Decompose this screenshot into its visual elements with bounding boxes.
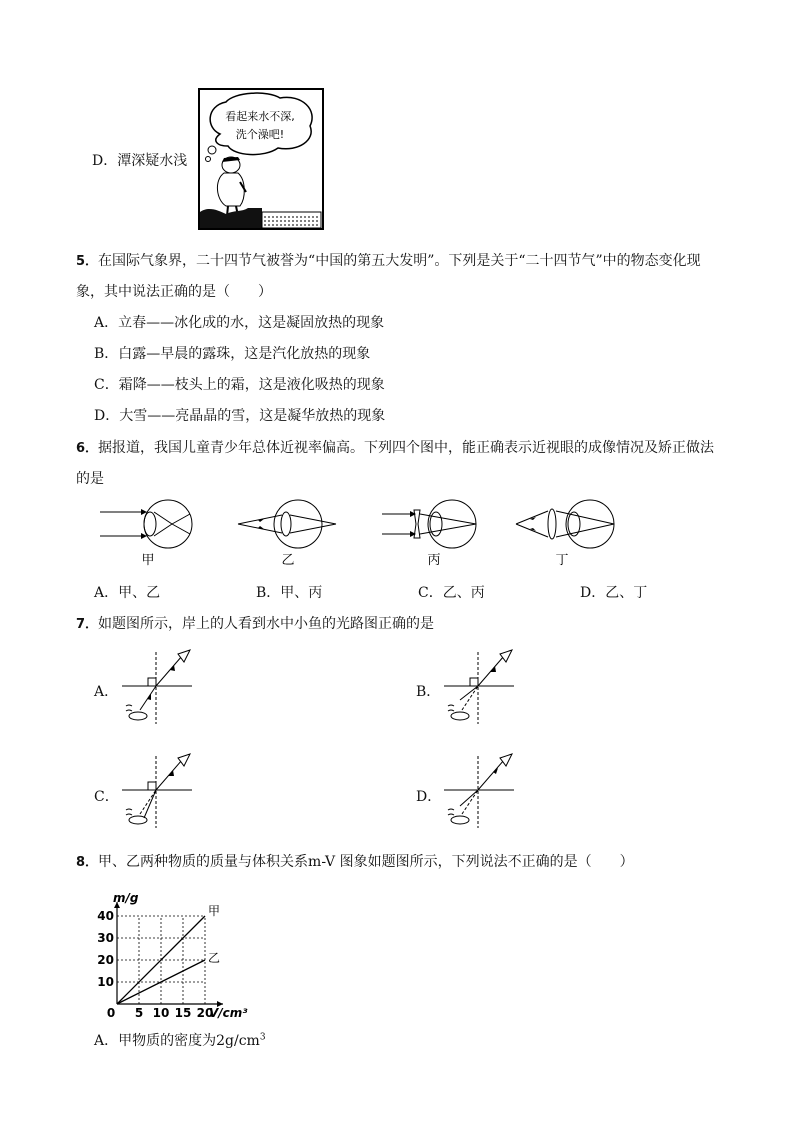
question-number: 7． <box>76 617 99 632</box>
option-label: D． <box>580 585 606 601</box>
option-text: 霜降——枝头上的霜，这是液化吸热的现象 <box>118 377 385 393</box>
light-path-d <box>440 752 520 832</box>
option-text: 甲、乙 <box>118 585 161 601</box>
q5-option-a <box>94 312 384 332</box>
option-label: A． <box>94 1033 119 1049</box>
q5-option-c <box>94 374 385 394</box>
q8-stem <box>76 851 634 871</box>
x-tick-label-0: 0 <box>106 1006 116 1020</box>
question-number: 8． <box>76 855 99 870</box>
light-path-c <box>118 752 198 832</box>
q4-option-d <box>92 150 187 170</box>
option-label: A． <box>94 315 119 331</box>
speech-line-1: 看起来水不深, <box>225 110 295 123</box>
option-label: D． <box>94 408 120 424</box>
y-tick-label-40: 40 <box>97 909 114 923</box>
x-tick-label-10: 10 <box>152 1006 170 1020</box>
q7-stem <box>76 613 434 633</box>
chart-series <box>117 904 220 1004</box>
chart-xlabel: V/cm³ <box>209 1006 248 1020</box>
eye-diagram-jia <box>98 498 208 568</box>
chart-ylabel: m/g <box>113 891 139 905</box>
y-tick-label-30: 30 <box>97 931 114 945</box>
q6-option-a <box>94 582 160 602</box>
q5-option-d <box>94 405 385 425</box>
speech-line-2: 洗个澡吧! <box>235 128 285 141</box>
diagram-label-ding: 丁 <box>555 553 569 568</box>
option-text: 甲物质的密度为2g/cm <box>118 1033 260 1049</box>
q6-option-c <box>418 582 485 602</box>
option-label: C． <box>418 585 443 601</box>
y-tick-label-10: 10 <box>97 975 114 989</box>
series-label-0: 甲 <box>208 904 221 918</box>
option-text: 潭深疑水浅 <box>117 153 188 169</box>
option-text: 立春——冰化成的水，这是凝固放热的现象 <box>118 315 385 331</box>
stem-text: 在国际气象界，二十四节气被誉为“中国的第五大发明”。下列是关于“二十四节气”中的物态变化现 <box>98 253 701 269</box>
x-tick-label-15: 15 <box>174 1006 192 1020</box>
option-label: B． <box>94 346 119 362</box>
mass-volume-chart <box>95 882 265 1020</box>
q6-option-b <box>256 582 322 602</box>
eye-diagram-ding <box>514 498 624 568</box>
q6-stem-line-1 <box>76 437 714 457</box>
option-text: 甲、丙 <box>280 585 323 601</box>
q7-option-c-label: C． <box>94 789 119 805</box>
diagram-label-bing: 丙 <box>427 553 441 568</box>
option-label: C． <box>94 377 119 393</box>
option-text: 大雪——亮晶晶的雪，这是凝华放热的现象 <box>119 408 386 424</box>
light-path-b <box>440 648 520 728</box>
option-text: 白露—早晨的露珠，这是汽化放热的现象 <box>118 346 371 362</box>
stem-text: 甲、乙两种物质的质量与体积关系m-V 图象如题图所示，下列说法不正确的是（ ） <box>98 854 634 870</box>
diagram-label-jia: 甲 <box>141 553 155 568</box>
q6-option-d <box>580 582 647 602</box>
stem-text: 如题图所示，岸上的人看到水中小鱼的光路图正确的是 <box>98 616 435 632</box>
q6-stem-line-2: 的是 <box>76 471 104 487</box>
series-label-1: 乙 <box>208 951 221 965</box>
eye-diagram-yi <box>236 498 346 568</box>
q5-stem-line-1 <box>76 250 701 270</box>
stem-text: 据报道，我国儿童青少年总体近视率偏高。下列四个图中，能正确表示近视眼的成像情况及矫正做法 <box>98 440 715 456</box>
question-number: 5． <box>76 254 99 269</box>
cartoon-figure <box>198 88 324 230</box>
diagram-label-yi: 乙 <box>281 553 295 568</box>
option-text: 乙、丁 <box>605 585 648 601</box>
option-label: A． <box>94 585 119 601</box>
q7-option-d-label: D． <box>416 789 442 805</box>
question-number: 6． <box>76 441 99 456</box>
option-label: D． <box>92 153 118 169</box>
option-label: B． <box>256 585 281 601</box>
x-tick-label-5: 5 <box>134 1006 144 1020</box>
q8-option-a <box>94 1030 266 1050</box>
eye-diagram-bing <box>380 498 490 568</box>
x-tick-label-20: 20 <box>196 1006 214 1020</box>
q7-option-a-label: A． <box>94 684 119 700</box>
q7-option-b-label: B． <box>416 684 441 700</box>
q5-option-b <box>94 343 370 363</box>
y-tick-label-20: 20 <box>97 953 114 967</box>
option-superscript: 3 <box>259 1032 266 1043</box>
option-text: 乙、丙 <box>442 585 485 601</box>
light-path-a <box>118 648 198 728</box>
q5-stem-line-2: 象，其中说法正确的是（ ） <box>76 284 272 300</box>
